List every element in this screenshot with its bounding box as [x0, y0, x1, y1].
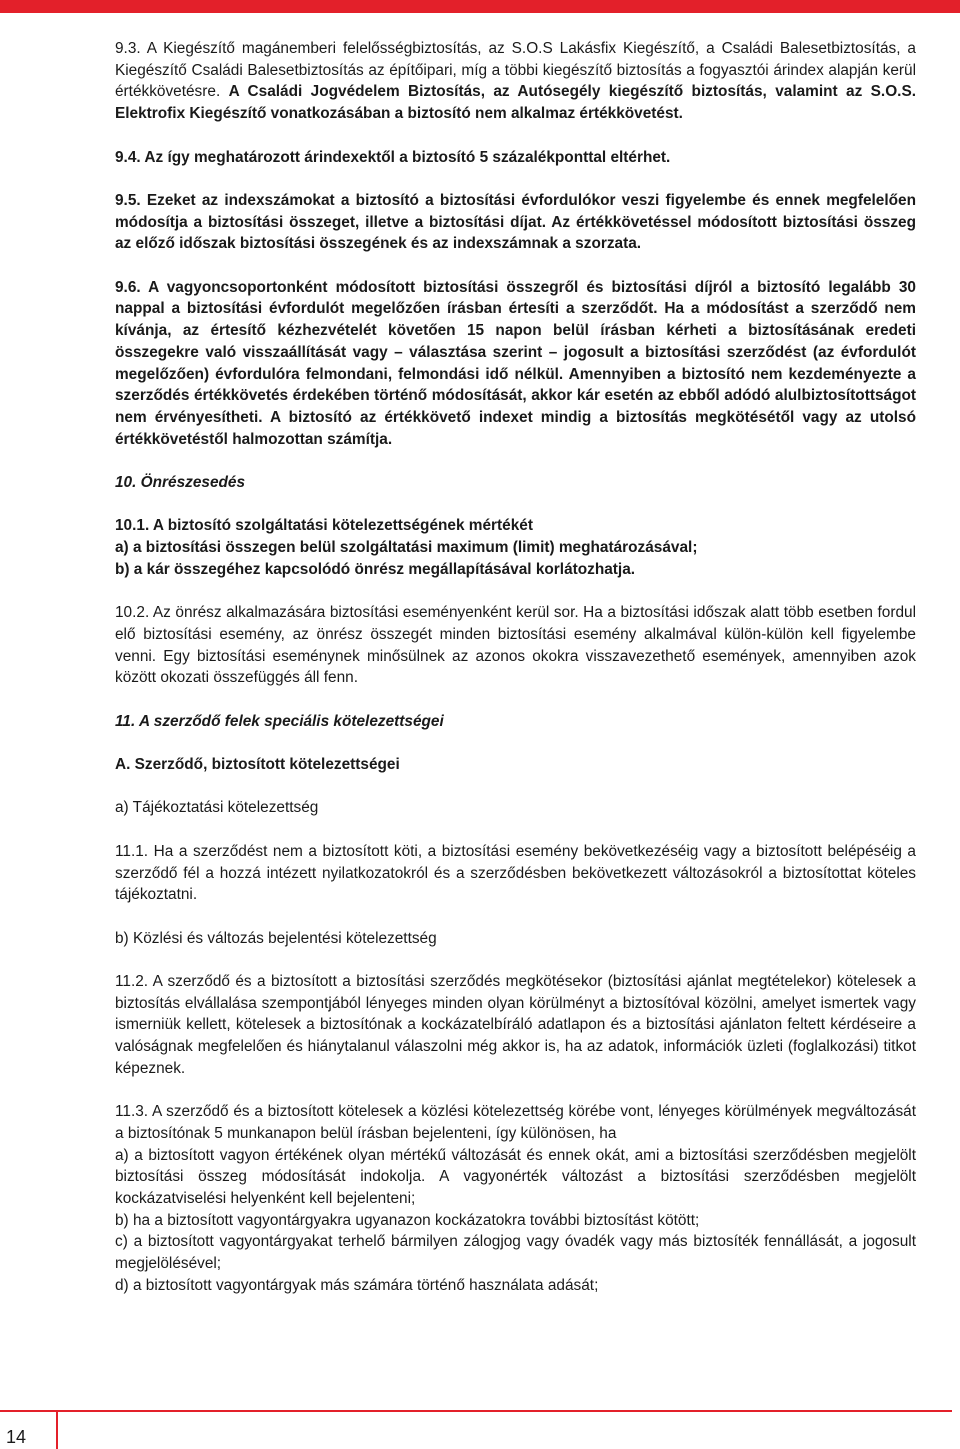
paragraph-10-1-line-2: a) a biztosítási összegen belül szolgáltatási maximum (limit) meghatározásával; [115, 539, 698, 557]
subheading-a-obligations: A. Szerződő, biztosított kötelezettségei [115, 756, 400, 774]
paragraph-10-1-line-3: b) a kár összegéhez kapcsolódó önrész megállapításával korlátozhatja. [115, 560, 636, 578]
paragraph-9-3 [115, 38, 916, 125]
paragraph-9-3-bold: A Családi Jogvédelem Biztosítás, az Autósegély kiegészítő biztosítás, valamint az S.O.S. Elektrofix Kiegészítő vonatkozásában a biztosító nem alkalmaz értékkövetést. [115, 83, 916, 123]
subheading-a-information: a) Tájékoztatási kötelezettség [115, 799, 319, 817]
paragraph-10-2: 10.2. Az önrész alkalmazására biztosítási eseményenként kerül sor. Ha a biztosítási időszak alatt több esetben fordul elő biztosítási esemény, az önrész összegét minden biztosítási esemény alkalmával külön-külön kell figyelembe venni. Egy biztosítási eseménynek minősülnek az azonos okokra visszavezethető események, amennyiben azok között okozati összefüggés áll fenn. [115, 604, 916, 687]
section-heading-11: 11. A szerződő felek speciális kötelezettségei [115, 712, 444, 730]
paragraph-9-5: 9.5. Ezeket az indexszámokat a biztosító a biztosítási évfordulókor veszi figyelembe és ennek megfelelően módosítja a biztosítási összeget, illetve a biztosítási díjat. Az értékkövetéssel módosított biztosítási összeg az előző időszak biztosítási összegének és az indexszámnak a szorzata. [115, 191, 916, 253]
footer-rule [0, 1410, 952, 1412]
paragraph-9-4: 9.4. Az így meghatározott árindexektől a biztosító 5 százalékponttal eltérhet. [115, 148, 671, 166]
footer-divider [56, 1410, 58, 1449]
document-body [115, 38, 916, 1297]
paragraph-11-3-item-a: a) a biztosított vagyon értékének olyan mértékű változását és ennek okát, ami a biztosítási szerződésben megjelölt biztosítási összeg módosítását indokolja. A vagyonérték változást a biztosítási szerződésben megjelölt kockázatviselési helyenként kell bejelenteni; [115, 1146, 916, 1208]
paragraph-11-3-item-b: b) ha a biztosított vagyontárgyakra ugyanazon kockázatokra további biztosítást kötött; [115, 1211, 700, 1229]
paragraph-9-6: 9.6. A vagyoncsoportonként módosított biztosítási összegről és biztosítási díjról a biztosító legalább 30 nappal a biztosítási évfordulót megelőzően írásban értesíti a szerződőt. Ha a módosítást a szerződő nem kívánja, az értesítő kézhezvételét követően 15 napon belül írásban kérheti a biztosításának eredeti összegekre való visszaállítását vagy – választása szerint – jogosult a biztosítási szerződést (az évfordulót megelőzően) évfordulóra felmondani, felmondási idő nélkül. Amennyiben a biztosító nem kezdeményezte a szerződés értékkövetés érdekében történő módosítását, akkor kár esetén az ebből adódó alulbiztosítottságot nem érvényesítheti. A biztosító az értékkövető indexet mindig a biztosítás megkötésétől vagy az utolsó értékkövetéstől halmozottan számítja. [115, 278, 916, 448]
paragraph-9-3-text: 9.3. A Kiegészítő magánemberi felelősségbiztosítás, az S.O.S Lakásfix Kiegészítő, a Családi Balesetbiztosítás, a Kiegészítő Családi Balesetbiztosítás az építőipari, míg a többi kiegészítő biztosítás a fogyasztói árindex alapján kerül értékkövetésre. [115, 40, 916, 101]
paragraph-11-2: 11.2. A szerződő és a biztosított a biztosítási szerződés megkötésekor (biztosítási ajánlat megtételekor) kötelesek a biztosítás elvállalása szempontjából lényeges minden olyan körülményt a biztosítóval közölni, amelyet ismertek vagy ismerniük kellett, kötelesek a biztosítónak a kockázatelbíráló adatlapon és a biztosítási ajánlaton feltett kérdéseire a valóságnak megfelelően és hiánytalanul válaszolni még akkor is, ha az adatok, információk üzleti (foglalkozási) titkot képeznek. [115, 973, 916, 1077]
paragraph-11-3-item-d: d) a biztosított vagyontárgyak más számára történő használata adását; [115, 1276, 599, 1294]
paragraph-10-1 [115, 515, 916, 580]
top-accent-bar [0, 0, 960, 13]
paragraph-10-1-line-1: 10.1. A biztosító szolgáltatási kötelezettségének mértékét [115, 517, 533, 535]
paragraph-11-3-item-c: c) a biztosított vagyontárgyakat terhelő bármilyen zálogjog vagy óvadék vagy más biztosíték fennállását, a jogosult megjelölésével; [115, 1233, 916, 1273]
paragraph-11-3-intro: 11.3. A szerződő és a biztosított kötelesek a közlési kötelezettség körébe vont, lényeges körülmények megváltozását a biztosítónak 5 munkanapon belül írásban bejelenteni, így különösen, ha [115, 1103, 916, 1142]
subheading-b-reporting: b) Közlési és változás bejelentési kötelezettség [115, 929, 437, 947]
section-heading-10: 10. Önrészesedés [115, 474, 246, 491]
paragraph-11-1: 11.1. Ha a szerződést nem a biztosított köti, a biztosítási esemény bekövetkezéséig vagy a biztosított belépéséig a szerződő fél a hozzá intézett nyilatkozatokról és a szerződésben bekövetkezett változásokról a biztosítottat köteles tájékoztatni. [115, 842, 916, 904]
page-number: 14 [6, 1427, 27, 1447]
paragraph-11-3 [115, 1101, 916, 1296]
